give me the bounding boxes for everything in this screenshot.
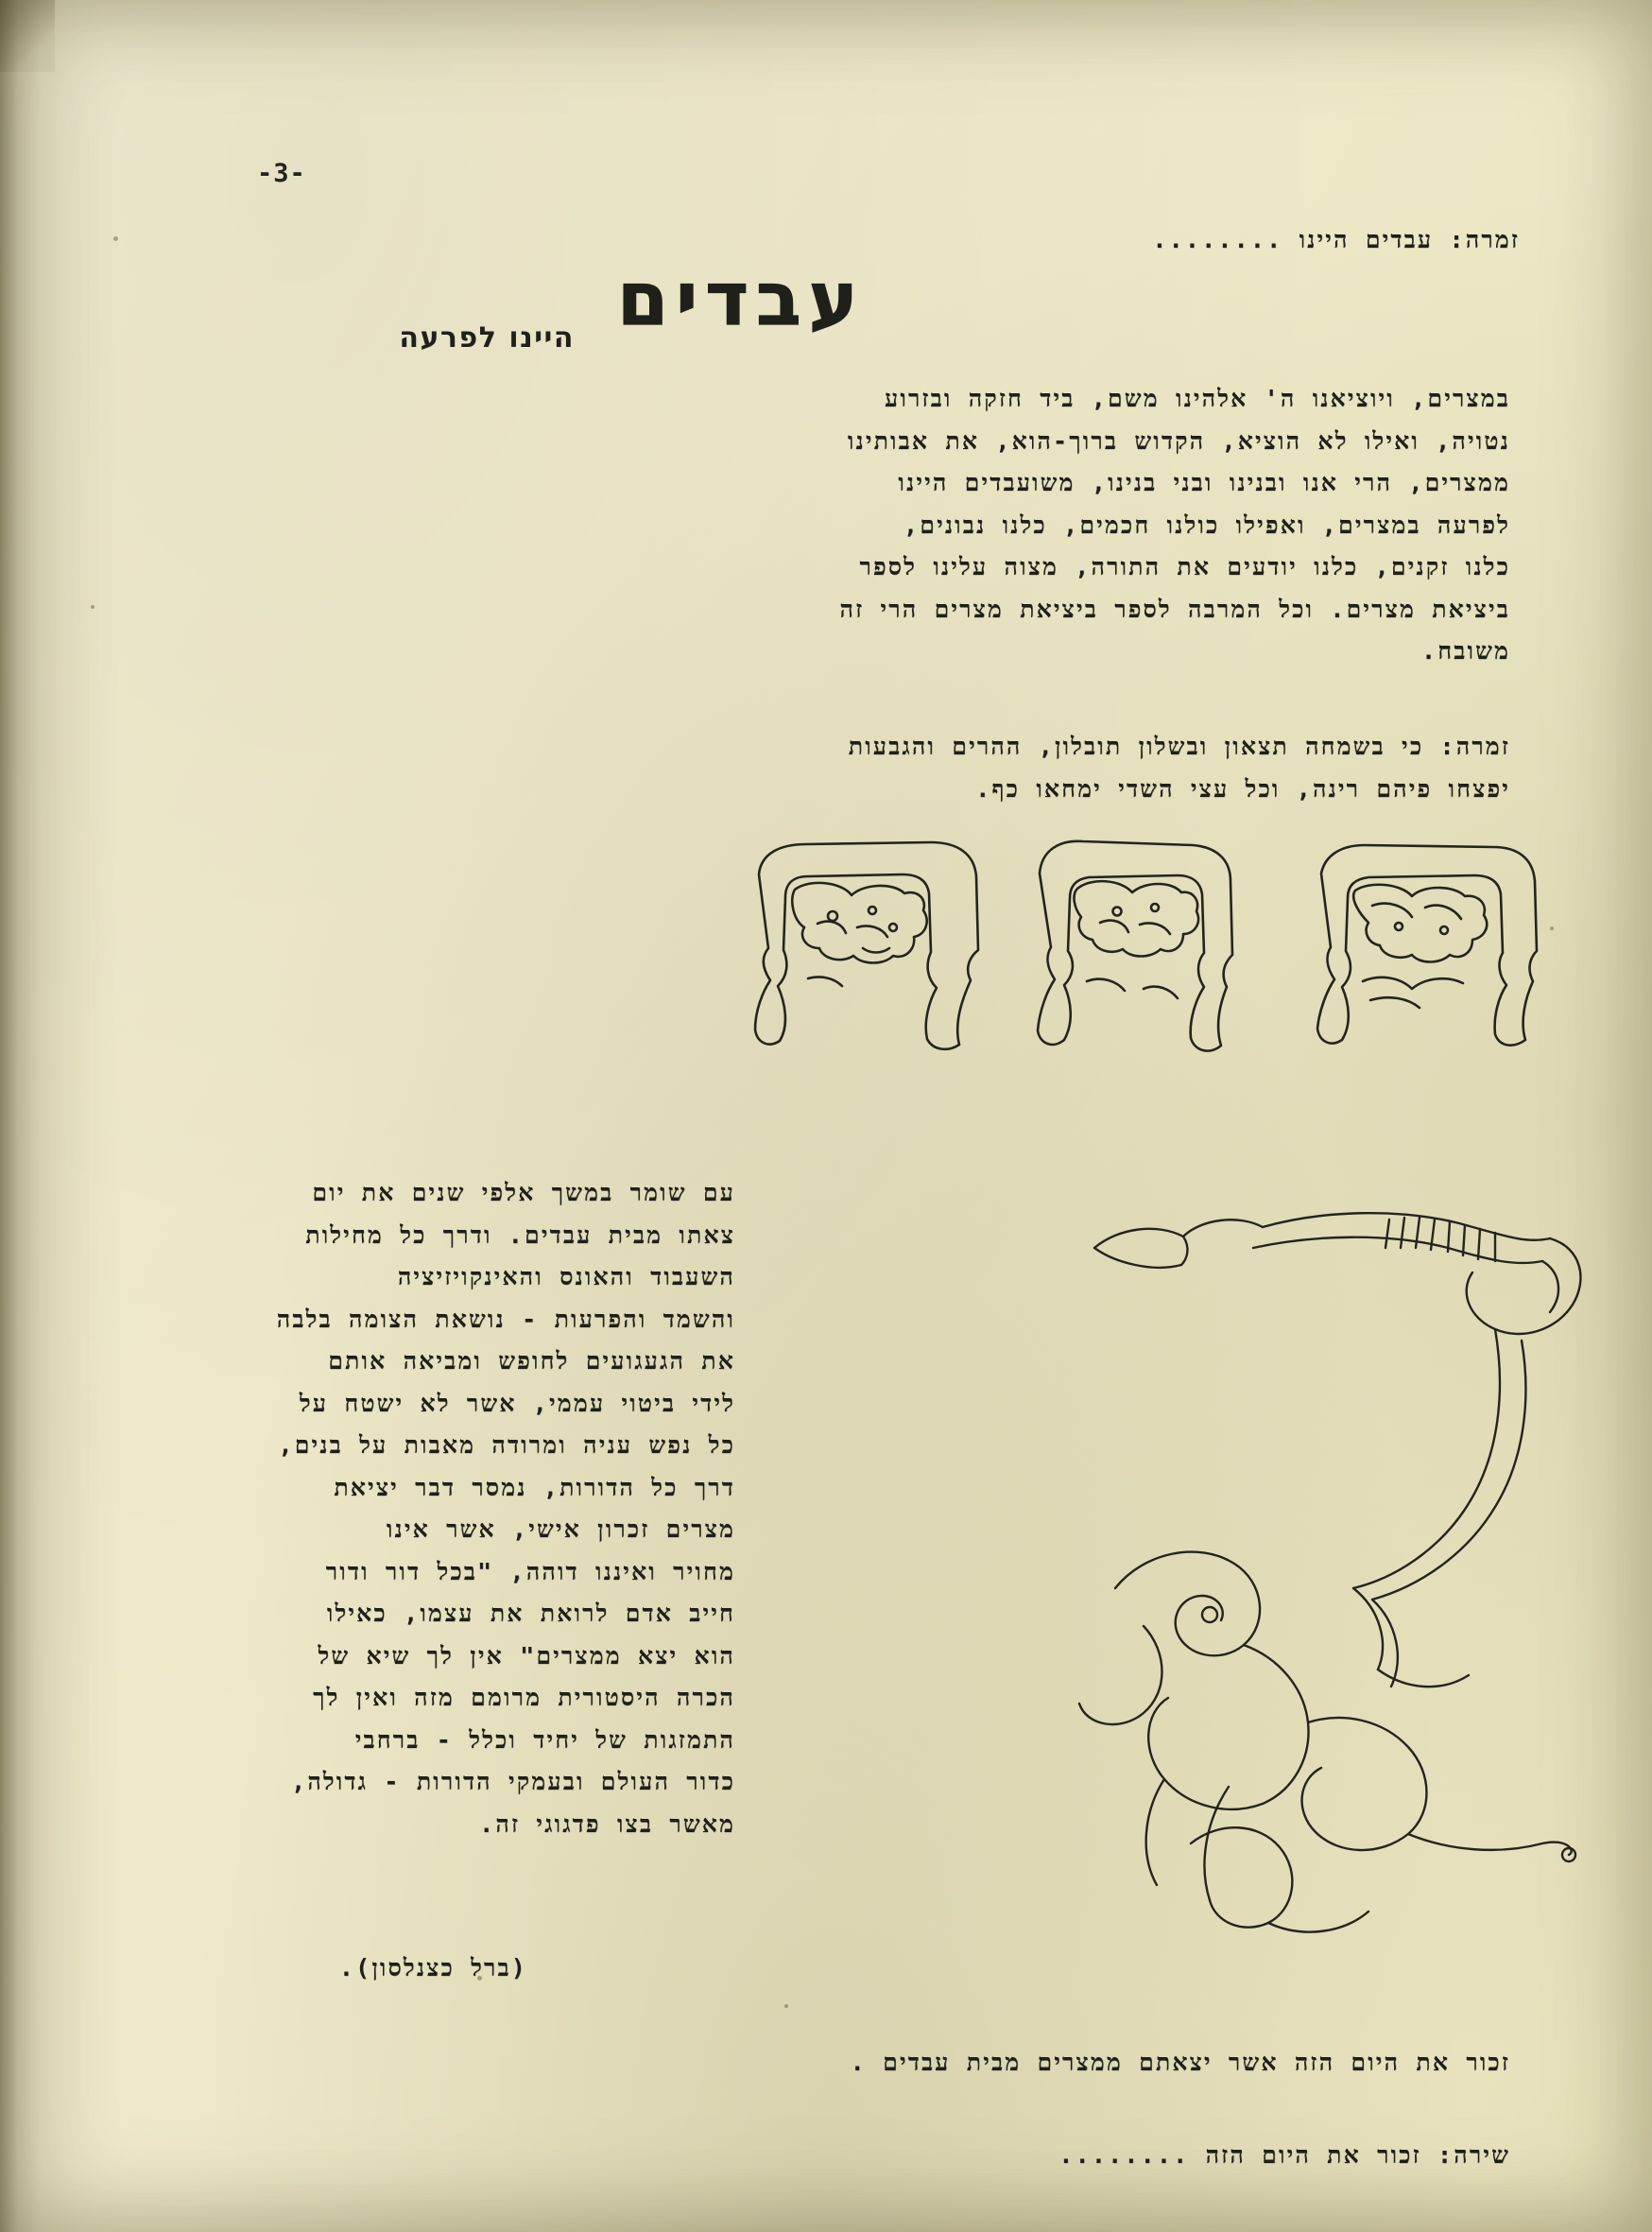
paragraph-line: במצרים, ויוציאנו ה' אלהינו משם, ביד חזקה ובזרוע <box>885 385 1510 412</box>
paragraph-line: כדור העולם ובעמקי הדורות - גדולה, <box>291 1768 735 1795</box>
paragraph-line: משובח. <box>1420 637 1510 665</box>
paragraph-line: מחויר ואיננו דוהה, "בכל דור ודור <box>325 1557 735 1585</box>
ornament-row <box>747 832 1588 1087</box>
page-corner-fold <box>0 0 55 72</box>
ornament-panel-center <box>1038 841 1232 1051</box>
paragraph-line: כל נפש עניה ומרודה מאבות על בנים, <box>278 1431 735 1459</box>
paragraph-line: הכרה היסטורית מרומם מזה ואין לך <box>313 1684 735 1711</box>
paper-speck <box>113 236 118 241</box>
paragraph-line: את הגעגועים לחופש ומביאה אותם <box>328 1347 735 1375</box>
paragraph-line: התמזגות של יחיד וכלל - ברחבי <box>354 1725 735 1754</box>
paragraph-line: חייב אדם לרואת את עצמו, כאילו <box>326 1600 735 1627</box>
paragraph-line: והשמד והפרעות - נושאת הצומה בלבה <box>276 1305 735 1333</box>
paragraph-line: ממצרים, הרי אנו ובנינו ובני בנינו, משועבדים היינו <box>898 469 1510 496</box>
paragraph-line: יפצחו פיהם רינה, וכל עצי השדי ימחאו כף. <box>975 774 1510 803</box>
ornament-bird-flourish <box>1077 1182 1607 1966</box>
paragraph-line: מצרים זכרון אישי, אשר אינו <box>386 1515 735 1543</box>
paragraph-line: זמרה: כי בשמחה תצאון ובשלון תובלון, ההרים והגבעות <box>848 733 1510 760</box>
paragraph-line: עם שומר במשך אלפי שנים את יום <box>312 1179 735 1206</box>
paragraph-line: נטויה, ואילו לא הוציא, הקדוש ברוך-הוא, את אבותינו <box>847 426 1510 455</box>
paragraph-line: צאתו מבית עבדים. ודרך כל מחילות <box>305 1220 735 1249</box>
paragraph-line: השעבוד והאונס והאינקויזיציה <box>397 1263 735 1290</box>
lower-paragraph <box>0 1172 735 1845</box>
page-number: -3- <box>257 159 306 188</box>
paper-speck <box>784 2004 788 2008</box>
page-left-edge-shadow <box>0 0 40 2232</box>
attribution: (ברל כצנלסון). <box>338 1954 527 1981</box>
paragraph-line: הוא יצא ממצרים" אין לך שיא של <box>318 1641 735 1670</box>
paragraph-line: כלנו זקנים, כלנו יודעים את התורה, מצוה עלינו לספר <box>859 553 1510 580</box>
paragraph-line: ביציאת מצרים. וכל המרבה לספר ביציאת מצרים הרי זה <box>839 595 1510 623</box>
paragraph-line: מאשר בצו פדגוגי זה. <box>479 1809 735 1838</box>
ornament-panel-right <box>1317 845 1537 1046</box>
page-subtitle: היינו לפרעה <box>399 321 575 355</box>
zachor-line: זכור את היום הזה אשר יצאתם ממצרים מבית עבדים . <box>850 2049 1510 2076</box>
page-title: עבדים <box>617 257 866 342</box>
zmira-second-block <box>187 726 1510 810</box>
paragraph-line: לפרעה במצרים, ואפילו כולנו חכמים, כלנו נבונים, <box>903 510 1510 539</box>
ornament-panel-left <box>755 842 978 1049</box>
main-paragraph <box>187 378 1510 673</box>
zmira-top-line: זמרה: עבדים היינו ........ <box>1152 226 1520 253</box>
paper-speck <box>91 605 95 609</box>
paragraph-line: דרך כל הדורות, נמסר דבר יציאת <box>334 1473 735 1501</box>
shira-line: שירה: זכור את היום הזה ........ <box>1058 2141 1510 2169</box>
paragraph-line: לידי ביטוי עממי, אשר לא ישטח על <box>299 1389 735 1417</box>
